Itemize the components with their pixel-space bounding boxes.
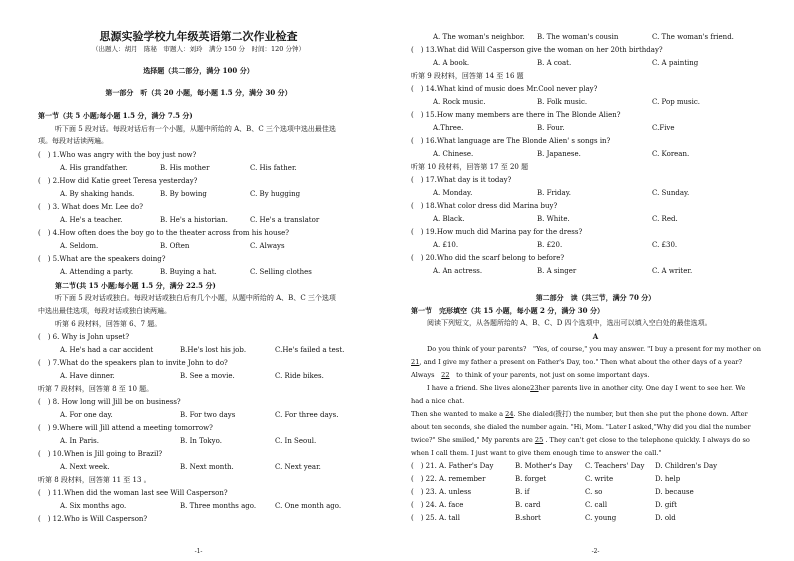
- q3-option-b: B. He's a historian.: [160, 216, 228, 224]
- s2-title: 第二节(共 15 小题;每小题 1.5 分，满分 22.5 分): [55, 281, 216, 290]
- question-23: ( ) 23. A. unless: [411, 488, 472, 496]
- q8-option-c: C. For three days.: [275, 411, 339, 419]
- question-14: ( ) 14.What kind of music does Mr.Cool never play?: [411, 85, 598, 93]
- q1-option-b: B. His mother: [160, 164, 210, 172]
- q18-option-b: B. White.: [537, 215, 570, 223]
- part1-title: 第一部分 听（共 20 小题，每小题 1.5 分，满分 30 分）: [105, 88, 292, 97]
- question-24: ( ) 24. A. face: [411, 501, 464, 509]
- question-18: ( ) 18.What color dress did Marina buy?: [411, 202, 558, 210]
- q15-option-b: B. Four.: [537, 124, 565, 132]
- q23-option-b: B. if: [515, 488, 530, 496]
- q13-option-a: A. A book.: [433, 59, 470, 67]
- q2-option-a: A. By shaking hands.: [60, 190, 135, 198]
- passage-label: A: [592, 332, 599, 341]
- question-6: ( ) 6. Why is John upset?: [38, 333, 130, 341]
- q10-option-a: A. Next week.: [60, 463, 110, 471]
- q19-option-b: B. £20.: [537, 241, 563, 249]
- passage-text: . She dialed(拨打) the number, but then she put the phone down. After: [513, 410, 748, 418]
- q17-option-c: C. Sunday.: [652, 189, 690, 197]
- passage-text: Always: [411, 371, 442, 379]
- q21-option-b: B. Mother's Day: [515, 462, 573, 470]
- blank-22: 22: [441, 371, 450, 379]
- q22-option-d: D. help: [655, 475, 681, 483]
- q19-option-c: C. £30.: [652, 241, 678, 249]
- q9-option-b: B. In Tokyo.: [180, 437, 222, 445]
- q7-option-a: A. Have dinner.: [60, 372, 115, 380]
- blank-25: 25: [534, 436, 544, 444]
- q6-option-b: B.He's lost his job.: [180, 346, 247, 354]
- q20-option-b: B. A singer: [537, 267, 577, 275]
- q3-option-c: C. He's a translator: [250, 216, 320, 224]
- s2-instruction-2: 中选出最佳选项，每段对话或独白读两遍。: [38, 307, 171, 315]
- material-9: 听第 9 段材料，回答第 14 至 16 题: [411, 72, 524, 80]
- material-10: 听第 10 段材料，回答第 17 至 20 题: [411, 163, 529, 171]
- q6-option-a: A. He's had a car accident: [60, 346, 154, 354]
- q2-option-c: C. By hugging: [250, 190, 301, 198]
- passage-line-7: about ten seconds, she dialed the number again. "Hi, Mom. "Later I asked,"Why did you dial the number: [411, 423, 751, 431]
- q15-option-c: C.Five: [652, 124, 675, 132]
- passage-line-6: [411, 410, 748, 419]
- passage-text: her parents live in another city. One day I went to see her. We: [538, 384, 746, 392]
- q25-option-b: B.short: [515, 514, 541, 522]
- page-number-2: -2-: [591, 548, 600, 555]
- question-25: ( ) 25. A. tall: [411, 514, 461, 522]
- blank-24: 24: [505, 410, 514, 418]
- q16-option-b: B. Japanese.: [537, 150, 581, 158]
- question-19: ( ) 19.How much did Marina pay for the dress?: [411, 228, 583, 236]
- passage-line-2: [411, 358, 742, 367]
- q7-option-c: C. Ride bikes.: [275, 372, 324, 380]
- q12-option-c: C. The woman's friend.: [652, 33, 734, 41]
- q8-option-b: B. For two days: [180, 411, 236, 419]
- q4-option-c: C. Always: [250, 242, 285, 250]
- question-15: ( ) 15.How many members are there in The Blonde Alien?: [411, 111, 621, 119]
- material-6: 听第 6 段材料，回答第 6、7 题。: [55, 320, 162, 328]
- q17-option-b: B. Friday.: [537, 189, 571, 197]
- q24-option-d: D. gift: [655, 501, 677, 509]
- section-title: 选择题（共二部分，满分 100 分）: [143, 66, 254, 75]
- s1-instruction-2: 项。每段对话读两遍。: [38, 137, 108, 145]
- q2-option-b: B. By bowing: [160, 190, 207, 198]
- passage-text: . They can't get close to the telephone quickly. I always do so: [543, 436, 750, 444]
- passage-text: , and I give my father a present on Father's Day, too." Then what about the other days of a year?: [419, 358, 743, 366]
- q22-option-c: C. write: [585, 475, 614, 483]
- q14-option-c: C. Pop music.: [652, 98, 701, 106]
- s1-instruction: 听下面 5 段对话。每段对话后有一个小题，从题中所给的 A、B、C 三个选项中选出最佳选: [55, 125, 336, 133]
- question-9: ( ) 9.Where will Jill attend a meeting tomorrow?: [38, 424, 213, 432]
- q4-option-b: B. Often: [160, 242, 190, 250]
- q23-option-d: D. because: [655, 488, 694, 496]
- q10-option-b: B. Next month.: [180, 463, 234, 471]
- q7-option-b: B. See a movie.: [180, 372, 235, 380]
- q6-option-c: C.He's failed a test.: [275, 346, 345, 354]
- question-17: ( ) 17.What day is it today?: [411, 176, 512, 184]
- s1-title: 第一节（共 5 小题;每小题 1.5 分，满分 7.5 分): [38, 111, 193, 120]
- q20-option-c: C. A writer.: [652, 267, 693, 275]
- q13-option-c: C. A painting: [652, 59, 699, 67]
- q25-option-d: D. old: [655, 514, 676, 522]
- q18-option-a: A. Black.: [433, 215, 465, 223]
- q9-option-a: A. In Paris.: [60, 437, 99, 445]
- question-16: ( ) 16.What language are The Blonde Alien' s songs in?: [411, 137, 611, 145]
- passage-line-1: Do you think of your parents? "Yes, of course," you may answer. "I buy a present for my mother on: [427, 345, 762, 353]
- question-5: ( ) 5.What are the speakers doing?: [38, 255, 166, 263]
- question-20: ( ) 20.Who did the scarf belong to before?: [411, 254, 565, 262]
- passage-text: to think of your parents, not just on some important days.: [449, 371, 650, 379]
- exam-meta: （出题人：胡月 陈秘 审题人：刘玲 满分 150 分 时间：120 分钟）: [91, 45, 305, 53]
- q14-option-b: B. Folk music.: [537, 98, 588, 106]
- q9-option-c: C. In Seoul.: [275, 437, 317, 445]
- q10-option-c: C. Next year.: [275, 463, 321, 471]
- material-8: 听第 8 段材料，回答第 11 至 13 。: [38, 476, 151, 484]
- q5-option-a: A. Attending a party.: [60, 268, 134, 276]
- passage-text: twice?" She smiled," My parents are: [411, 436, 535, 444]
- question-8: ( ) 8. How long will Jill be on business?: [38, 398, 181, 406]
- q12-option-b: B. The woman's cousin: [537, 33, 619, 41]
- q3-option-a: A. He's a teacher.: [60, 216, 123, 224]
- question-3: ( ) 3. What does Mr. Lee do?: [38, 203, 143, 211]
- passage-line-5: had a nice chat.: [411, 397, 465, 405]
- q23-option-c: C. so: [585, 488, 603, 496]
- q13-option-b: B. A coat.: [537, 59, 572, 67]
- q20-option-a: A. An actress.: [433, 267, 483, 275]
- passage-line-3: [411, 371, 650, 380]
- q8-option-a: A. For one day.: [60, 411, 113, 419]
- blank-21: 21: [411, 358, 420, 366]
- page-right: [397, 0, 794, 561]
- q11-option-c: C. One month ago.: [275, 502, 342, 510]
- q4-option-a: A. Seldom.: [60, 242, 99, 250]
- page-number-1: -1-: [194, 548, 203, 555]
- material-7: 听第 7 段材料，回答第 8 至 10 题。: [38, 385, 154, 393]
- question-11: ( ) 11.When did the woman last see Will Casperson?: [38, 489, 228, 497]
- s2-instruction: 听下面 5 段对话或独白。每段对话或独白后有几个小题，从题中所给的 A、B、C 三个选项: [55, 294, 336, 302]
- blank-23: 23: [530, 384, 539, 392]
- q5-option-b: B. Buying a hat.: [160, 268, 217, 276]
- q22-option-b: B. forget: [515, 475, 547, 483]
- q1-option-a: A. His grandfather.: [60, 164, 128, 172]
- q11-option-a: A. Six months ago.: [60, 502, 127, 510]
- q12-option-a: A. The woman's neighbor.: [433, 33, 525, 41]
- question-21: ( ) 21. A. Father's Day: [411, 462, 494, 470]
- question-1: ( ) 1.Who was angry with the boy just now?: [38, 151, 197, 159]
- question-13: ( ) 13.What did Will Casperson give the woman on her 20th birthday?: [411, 46, 663, 54]
- q18-option-c: C. Red.: [652, 215, 678, 223]
- cloze-instruction: 阅读下列短文，从各题所给的 A、B、C、D 四个选项中，选出可以填入空白处的最佳选项。: [427, 319, 712, 327]
- question-7: ( ) 7.What do the speakers plan to invite John to do?: [38, 359, 228, 367]
- q5-option-c: C. Selling clothes: [250, 268, 312, 276]
- question-10: ( ) 10.When is Jill going to Brazil?: [38, 450, 163, 458]
- q25-option-c: C. young: [585, 514, 617, 522]
- question-2: ( ) 2.How did Katie greet Teresa yesterday?: [38, 177, 198, 185]
- question-4: ( ) 4.How often does the boy go to the theater across from his house?: [38, 229, 290, 237]
- q17-option-a: A. Monday.: [433, 189, 473, 197]
- q24-option-b: B. card: [515, 501, 541, 509]
- part2-title: 第二部分 读（共三节，满分 70 分）: [535, 293, 656, 302]
- question-22: ( ) 22. A. remember: [411, 475, 486, 483]
- q19-option-a: A. £10.: [433, 241, 459, 249]
- exam-title: 思源实验学校九年级英语第二次作业检查: [99, 30, 298, 43]
- q24-option-c: C. call: [585, 501, 608, 509]
- q11-option-b: B. Three months ago.: [180, 502, 257, 510]
- q1-option-c: C. His father.: [250, 164, 297, 172]
- q16-option-c: C. Korean.: [652, 150, 690, 158]
- q21-option-d: D. Children's Day: [655, 462, 718, 470]
- q14-option-a: A. Rock music.: [433, 98, 486, 106]
- passage-line-8: [411, 436, 750, 445]
- passage-line-9: when I call them. I just want to give them enough time to answer the call.": [411, 449, 662, 457]
- question-12: ( ) 12.Who is Will Casperson?: [38, 515, 148, 523]
- passage-line-4: [427, 384, 745, 393]
- q16-option-a: A. Chinese.: [433, 150, 474, 158]
- passage-text: I have a friend. She lives alone: [427, 384, 531, 392]
- cloze-title: 第一节 完形填空（共 15 小题，每小题 2 分，满分 30 分）: [411, 306, 604, 315]
- passage-text: Then she wanted to make a: [411, 410, 506, 418]
- q15-option-a: A.Three.: [433, 124, 464, 132]
- q21-option-c: C. Teachers' Day: [585, 462, 645, 470]
